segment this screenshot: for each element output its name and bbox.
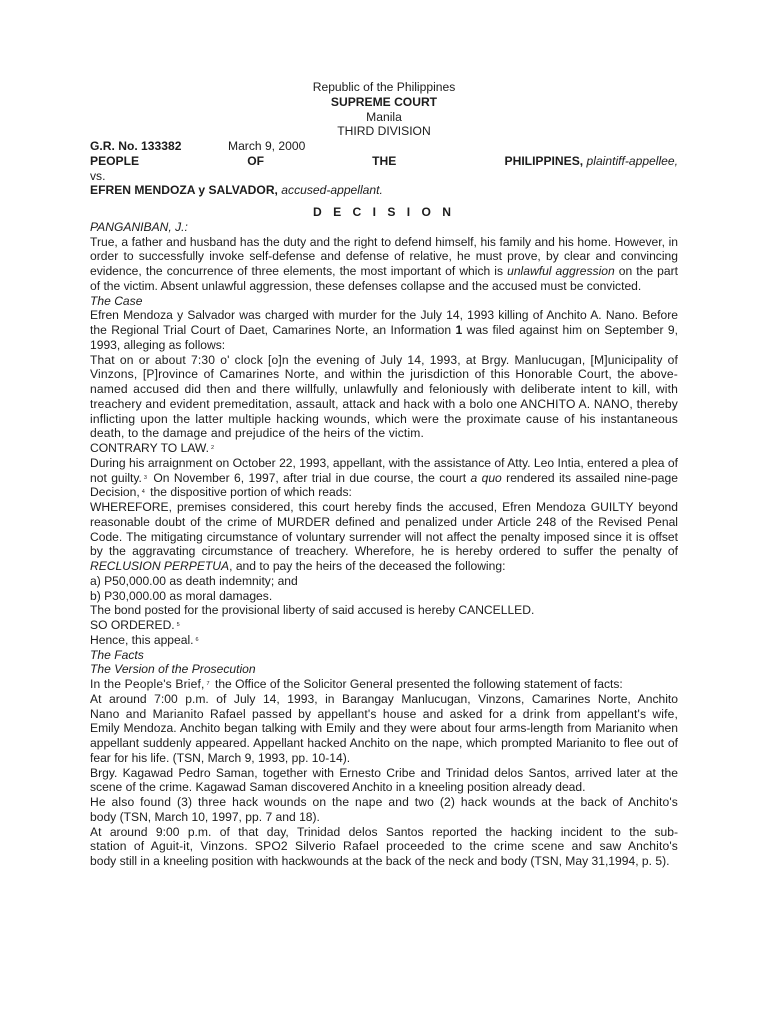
republic-line: Republic of the Philippines bbox=[312, 80, 456, 94]
party-word: PEOPLE bbox=[90, 153, 140, 168]
so-ordered-line: SO ORDERED. $^5$ bbox=[90, 618, 180, 632]
fact-paragraph-1: At around 7:00 p.m. of July 14, 1993, in Barangay Manlucugan, Vinzons, Camarines Norte, Anchito Nano and Marianito Rafael passed by appellant's house and asked for a drink from appellant's wife, Emily Mendoza. Anchito began talking with Emily and they were about four arms-length from Marianito when appellant suddenly appeared. Appellant hacked Anchito on the nape, which prompted Marianito to flee out of fear for his life. (TSN, March 9, 1993, pp. 10-14). bbox=[90, 691, 678, 765]
damages-item: b) P30,000.00 as moral damages. bbox=[90, 588, 273, 603]
footnote-ref: 5 bbox=[176, 622, 180, 628]
division-name: THIRD DIVISION bbox=[337, 124, 431, 139]
contrary-line: CONTRARY TO LAW. $^2$ bbox=[90, 441, 215, 455]
decision-title: D E C I S I O N bbox=[313, 205, 455, 219]
plaintiff-role: plaintiff-appellee, bbox=[586, 153, 678, 168]
document-body bbox=[90, 80, 678, 869]
information-quote: That on or about 7:30 o' clock [o]n the evening of July 14, 1993, at Brgy. Manlucugan, [M]unicipality of Vinzons, [P]rovince of Camarines Norte, and within the jurisdiction of this Honorable Court, the above-named accused did then and there willfully, unlawfully and feloniously with deliberate intent to kill, with treachery and evident premeditation, assault, attack and hack with a bolo one ANCHITO A. NANO, thereby inflicting upon the latter multiple hacking wounds, which were the proximate cause of his instantaneous death, to the damage and prejudice of the heirs of the victim. bbox=[90, 352, 678, 441]
footnote-ref: 7 bbox=[206, 681, 210, 687]
footnote-ref: 3 bbox=[143, 474, 147, 481]
peoples-brief-line: In the People's Brief, $^7$ the Office of the Solicitor General presented the following statement of facts: bbox=[90, 677, 623, 691]
footnote-ref: 6 bbox=[195, 636, 199, 643]
footnote-ref: 1 bbox=[455, 323, 463, 337]
versus: vs. bbox=[90, 168, 106, 183]
latin-term: a quo bbox=[470, 470, 502, 485]
dispositive-paragraph: WHEREFORE, premises considered, this court hereby finds the accused, Efren Mendoza GUILTY beyond reasonable doubt of the crime of MURDER defined and penalized under Article 248 of the Revised Penal Code. The mitigating circumstance of voluntary surrender will not affect the penalty imposed since it is offset by the aggravating circumstance of treachery. Wherefore, he is hereby ordered to suffer the penalty of RECLUSION PERPETUA, and to pay the heirs of the deceased the following: bbox=[90, 500, 678, 573]
accused-name: EFREN MENDOZA y SALVADOR, bbox=[90, 183, 278, 198]
fact-paragraph-3: At around 9:00 p.m. of that day, Trinidad delos Santos reported the hacking incident to the sub- station of Aguit-it, Vinzons. SPO2 Silverio Rafael proceeded to the crime scene and saw Anchito's body still in a kneeling position with hackwounds at the back of the neck and body (TSN, May 31,1994, p. 5). bbox=[90, 824, 678, 868]
court-city: Manila bbox=[366, 109, 402, 124]
court-header bbox=[90, 80, 678, 139]
case-date: March 9, 2000 bbox=[228, 139, 306, 153]
gr-number: G.R. No. 133382 bbox=[90, 139, 182, 153]
section-heading-facts: The Facts bbox=[90, 647, 144, 662]
party-word: THE bbox=[372, 153, 397, 168]
emphasis-text: unlawful aggression bbox=[507, 264, 615, 278]
section-heading-case: The Case bbox=[90, 293, 143, 308]
party-word: OF bbox=[247, 153, 265, 168]
party-word: PHILIPPINES, bbox=[504, 153, 584, 168]
footnote-ref: 4 bbox=[141, 489, 145, 496]
arraignment-paragraph: During his arraignment on October 22, 1993, appellant, with the assistance of Atty. Leo Intia, entered a plea of not guilty. $^3$ On November 6, 1997, after trial in due course, the court a quo rendered its assailed nine-page Decision, $^4$ the dispositive portion of which reads: bbox=[90, 455, 678, 500]
fact-paragraph-2: Brgy. Kagawad Pedro Saman, together with Ernesto Cribe and Trinidad delos Santos, arrived later at the scene of the crime. Kagawad Saman discovered Anchito in a kneeling position already dead. He also found (3) three hack wounds on the nape and two (2) hack wounds at the back of Anchito's body (TSN, March 10, 1997, pp. 7 and 18). bbox=[90, 765, 678, 824]
penalty-text: RECLUSION PERPETUA bbox=[90, 559, 230, 573]
ponente: PANGANIBAN, J.: bbox=[90, 219, 188, 234]
hence-line: Hence, this appeal. $^6$ bbox=[90, 632, 199, 647]
footnote-ref: 2 bbox=[210, 445, 215, 451]
accused-line bbox=[90, 183, 678, 198]
damages-item: a) P50,000.00 as death indemnity; and bbox=[90, 573, 298, 588]
plaintiff-line bbox=[90, 154, 678, 169]
case-number-row bbox=[90, 139, 678, 154]
bond-line: The bond posted for the provisional liberty of said accused is hereby CANCELLED. bbox=[90, 603, 535, 618]
section-heading-prosecution: The Version of the Prosecution bbox=[90, 662, 256, 677]
accused-role: accused-appellant. bbox=[281, 183, 383, 198]
case-paragraph: Efren Mendoza y Salvador was charged with murder for the July 14, 1993 killing of Anchito A. Nano. Before the Regional Trial Court of Daet, Camarines Norte, an Information 1 was filed against him on September 9, 1993, alleging as follows: bbox=[90, 308, 678, 352]
court-name: SUPREME COURT bbox=[330, 94, 438, 109]
plaintiff-end bbox=[505, 154, 678, 169]
intro-paragraph: True, a father and husband has the duty and the right to defend himself, his family and his home. However, in order to successfully invoke self-defense and defense of relative, he must prove, by clear and convincing evidence, the concurrence of three elements, the most important of which is unlawful aggression on the part of the victim. Absent unlawful aggression, these defenses collapse and the accused must be convicted. bbox=[90, 234, 678, 293]
